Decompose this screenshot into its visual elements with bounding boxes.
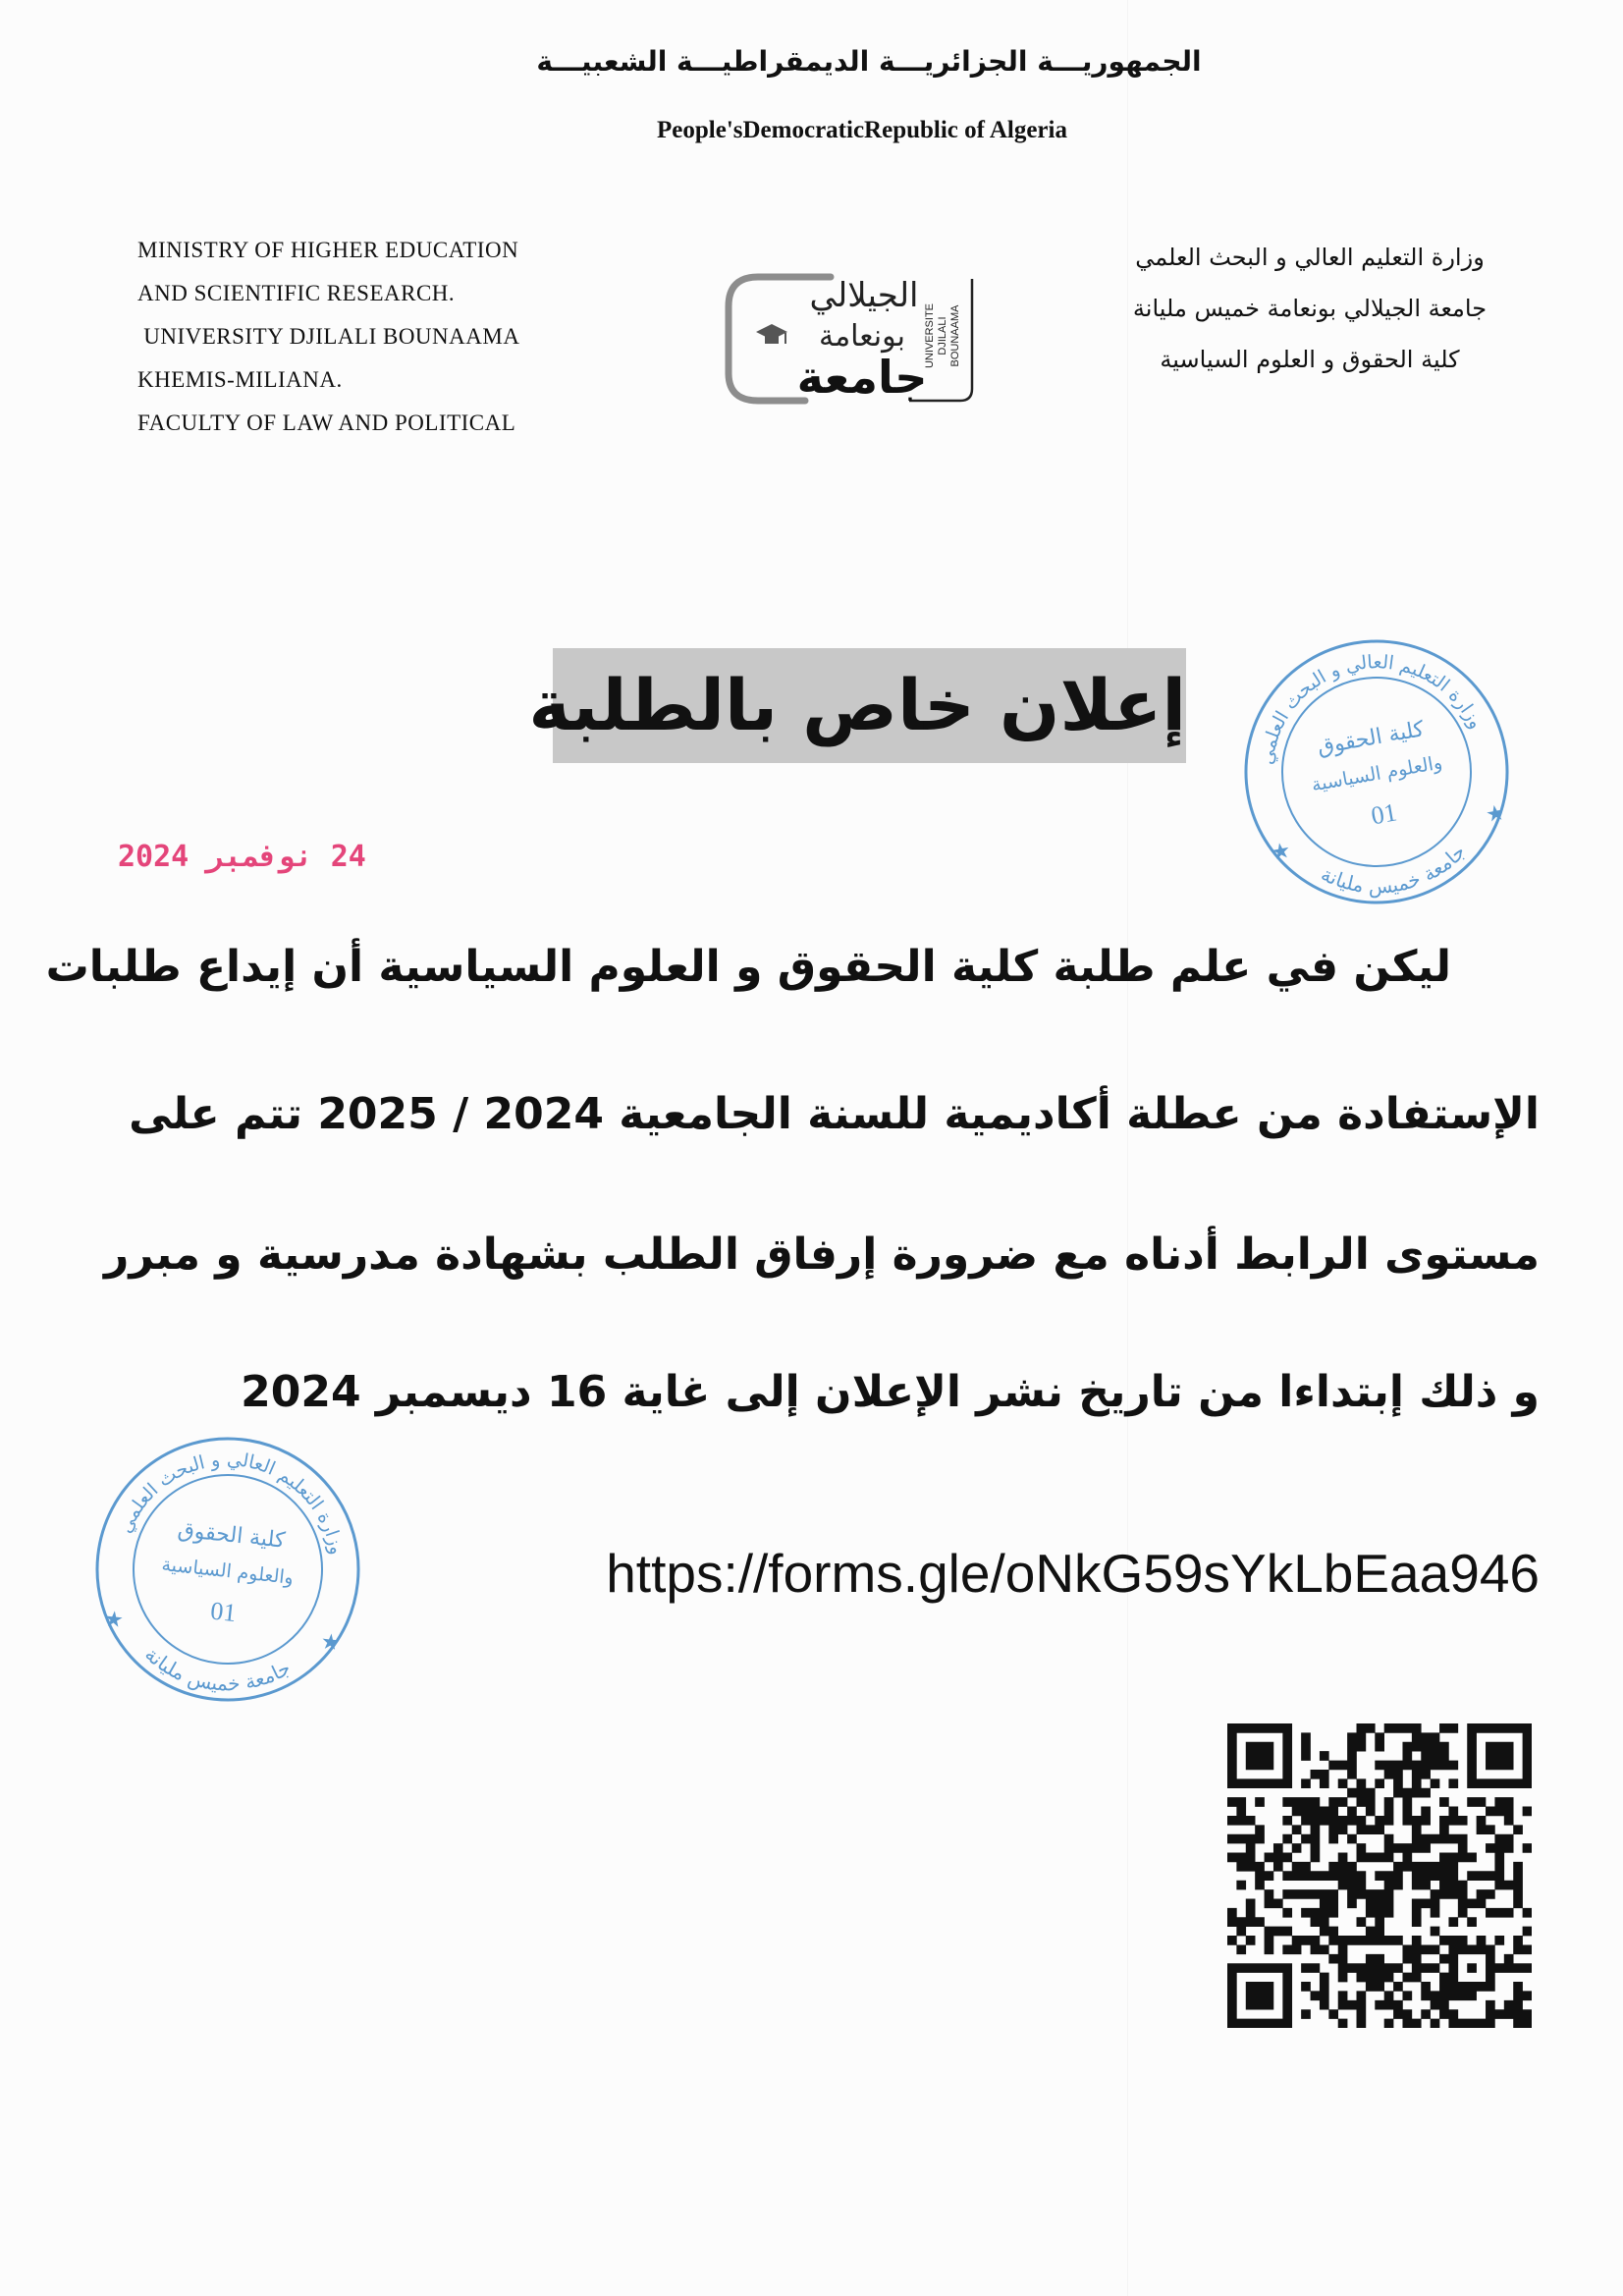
qr-code-icon	[1227, 1723, 1532, 2028]
institution-line-ar: جامعة الجيلالي بونعامة خميس مليانة	[1132, 295, 1488, 322]
body-line: مستوى الرابط أدناه مع ضرورة إرفاق الطلب بشهادة مدرسية و مبرر	[104, 1230, 1540, 1280]
logo-latin-line: DJILALI	[937, 316, 948, 355]
university-logo	[715, 267, 1000, 410]
stamp-center-line: والعلوم السياسية	[1310, 751, 1444, 796]
institution-block-arabic	[1104, 232, 1516, 385]
logo-latin-line: UNIVERSITE	[924, 302, 936, 369]
country-name-arabic: الجمهوريـــة الجزائريـــة الديمقراطيـــة الشعبيـــة	[536, 45, 1202, 78]
institution-line-ar: وزارة التعليم العالي و البحث العلمي	[1135, 244, 1485, 271]
date-stamp: 24 نوفمبر 2024	[118, 840, 366, 874]
star-icon: ★	[319, 1629, 342, 1657]
logo-text-university: جامعة	[796, 351, 928, 404]
institution-line: MINISTRY OF HIGHER EDUCATION	[137, 238, 519, 262]
star-icon: ★	[1484, 800, 1508, 829]
stamp-ring-bottom-text: جامعة خميس مليانة	[140, 1642, 295, 1696]
institution-block-english	[137, 229, 519, 445]
logo-text-djilali: الجيلالي	[809, 276, 919, 315]
stamp-number: 01	[209, 1596, 238, 1628]
official-stamp	[1239, 634, 1514, 909]
official-stamp	[90, 1432, 365, 1707]
stamp-center-line: كلية الحقوق	[176, 1517, 287, 1554]
stamp-ring-top-text: وزارة التعليم العالي و البحث العلمي	[1256, 651, 1488, 767]
stamp-ring-top-text: وزارة التعليم العالي و البحث العلمي	[114, 1449, 348, 1557]
stamp-center-line: والعلوم السياسية	[160, 1554, 295, 1589]
logo-latin-line: BOUNAAMA	[949, 304, 961, 367]
institution-line: FACULTY OF LAW AND POLITICAL	[137, 410, 516, 435]
institution-line: KHEMIS-MILIANA.	[137, 367, 343, 392]
star-icon: ★	[1269, 838, 1293, 866]
stamp-number: 01	[1369, 797, 1399, 831]
institution-line-ar: كلية الحقوق و العلوم السياسية	[1160, 346, 1460, 373]
svg-text:جامعة خميس مليانة	[137, 1641, 297, 1704]
body-line: ليكن في علم طلبة كلية الحقوق و العلوم السياسية أن إيداع طلبات	[45, 942, 1451, 992]
institution-line: UNIVERSITY DJILALI BOUNAAMA	[137, 324, 520, 349]
body-line: و ذلك إبتداءا من تاريخ نشر الإعلان إلى غاية 16 ديسمبر 2024	[241, 1367, 1540, 1417]
svg-text:جامعة خميس مليانة	[1314, 838, 1475, 909]
country-name-english: People'sDemocraticRepublic of Algeria	[657, 117, 1067, 143]
star-icon: ★	[102, 1607, 125, 1634]
qr-modules	[1227, 1723, 1532, 2028]
form-link-url: https://forms.gle/oNkG59sYkLbEaa946	[606, 1543, 1540, 1604]
graduation-cap-icon	[756, 324, 787, 344]
announcement-title: إعلان خاص بالطلبة	[553, 648, 1186, 763]
institution-line: AND SCIENTIFIC RESEARCH.	[137, 281, 456, 305]
body-line: الإستفادة من عطلة أكاديمية للسنة الجامعية 2024 / 2025 تتم على	[129, 1089, 1540, 1139]
stamp-center-line: كلية الحقوق	[1315, 717, 1427, 760]
stamp-ring-bottom-text: جامعة خميس مليانة	[1317, 839, 1471, 899]
logo-text-bounaama: بونعامة	[819, 319, 905, 354]
